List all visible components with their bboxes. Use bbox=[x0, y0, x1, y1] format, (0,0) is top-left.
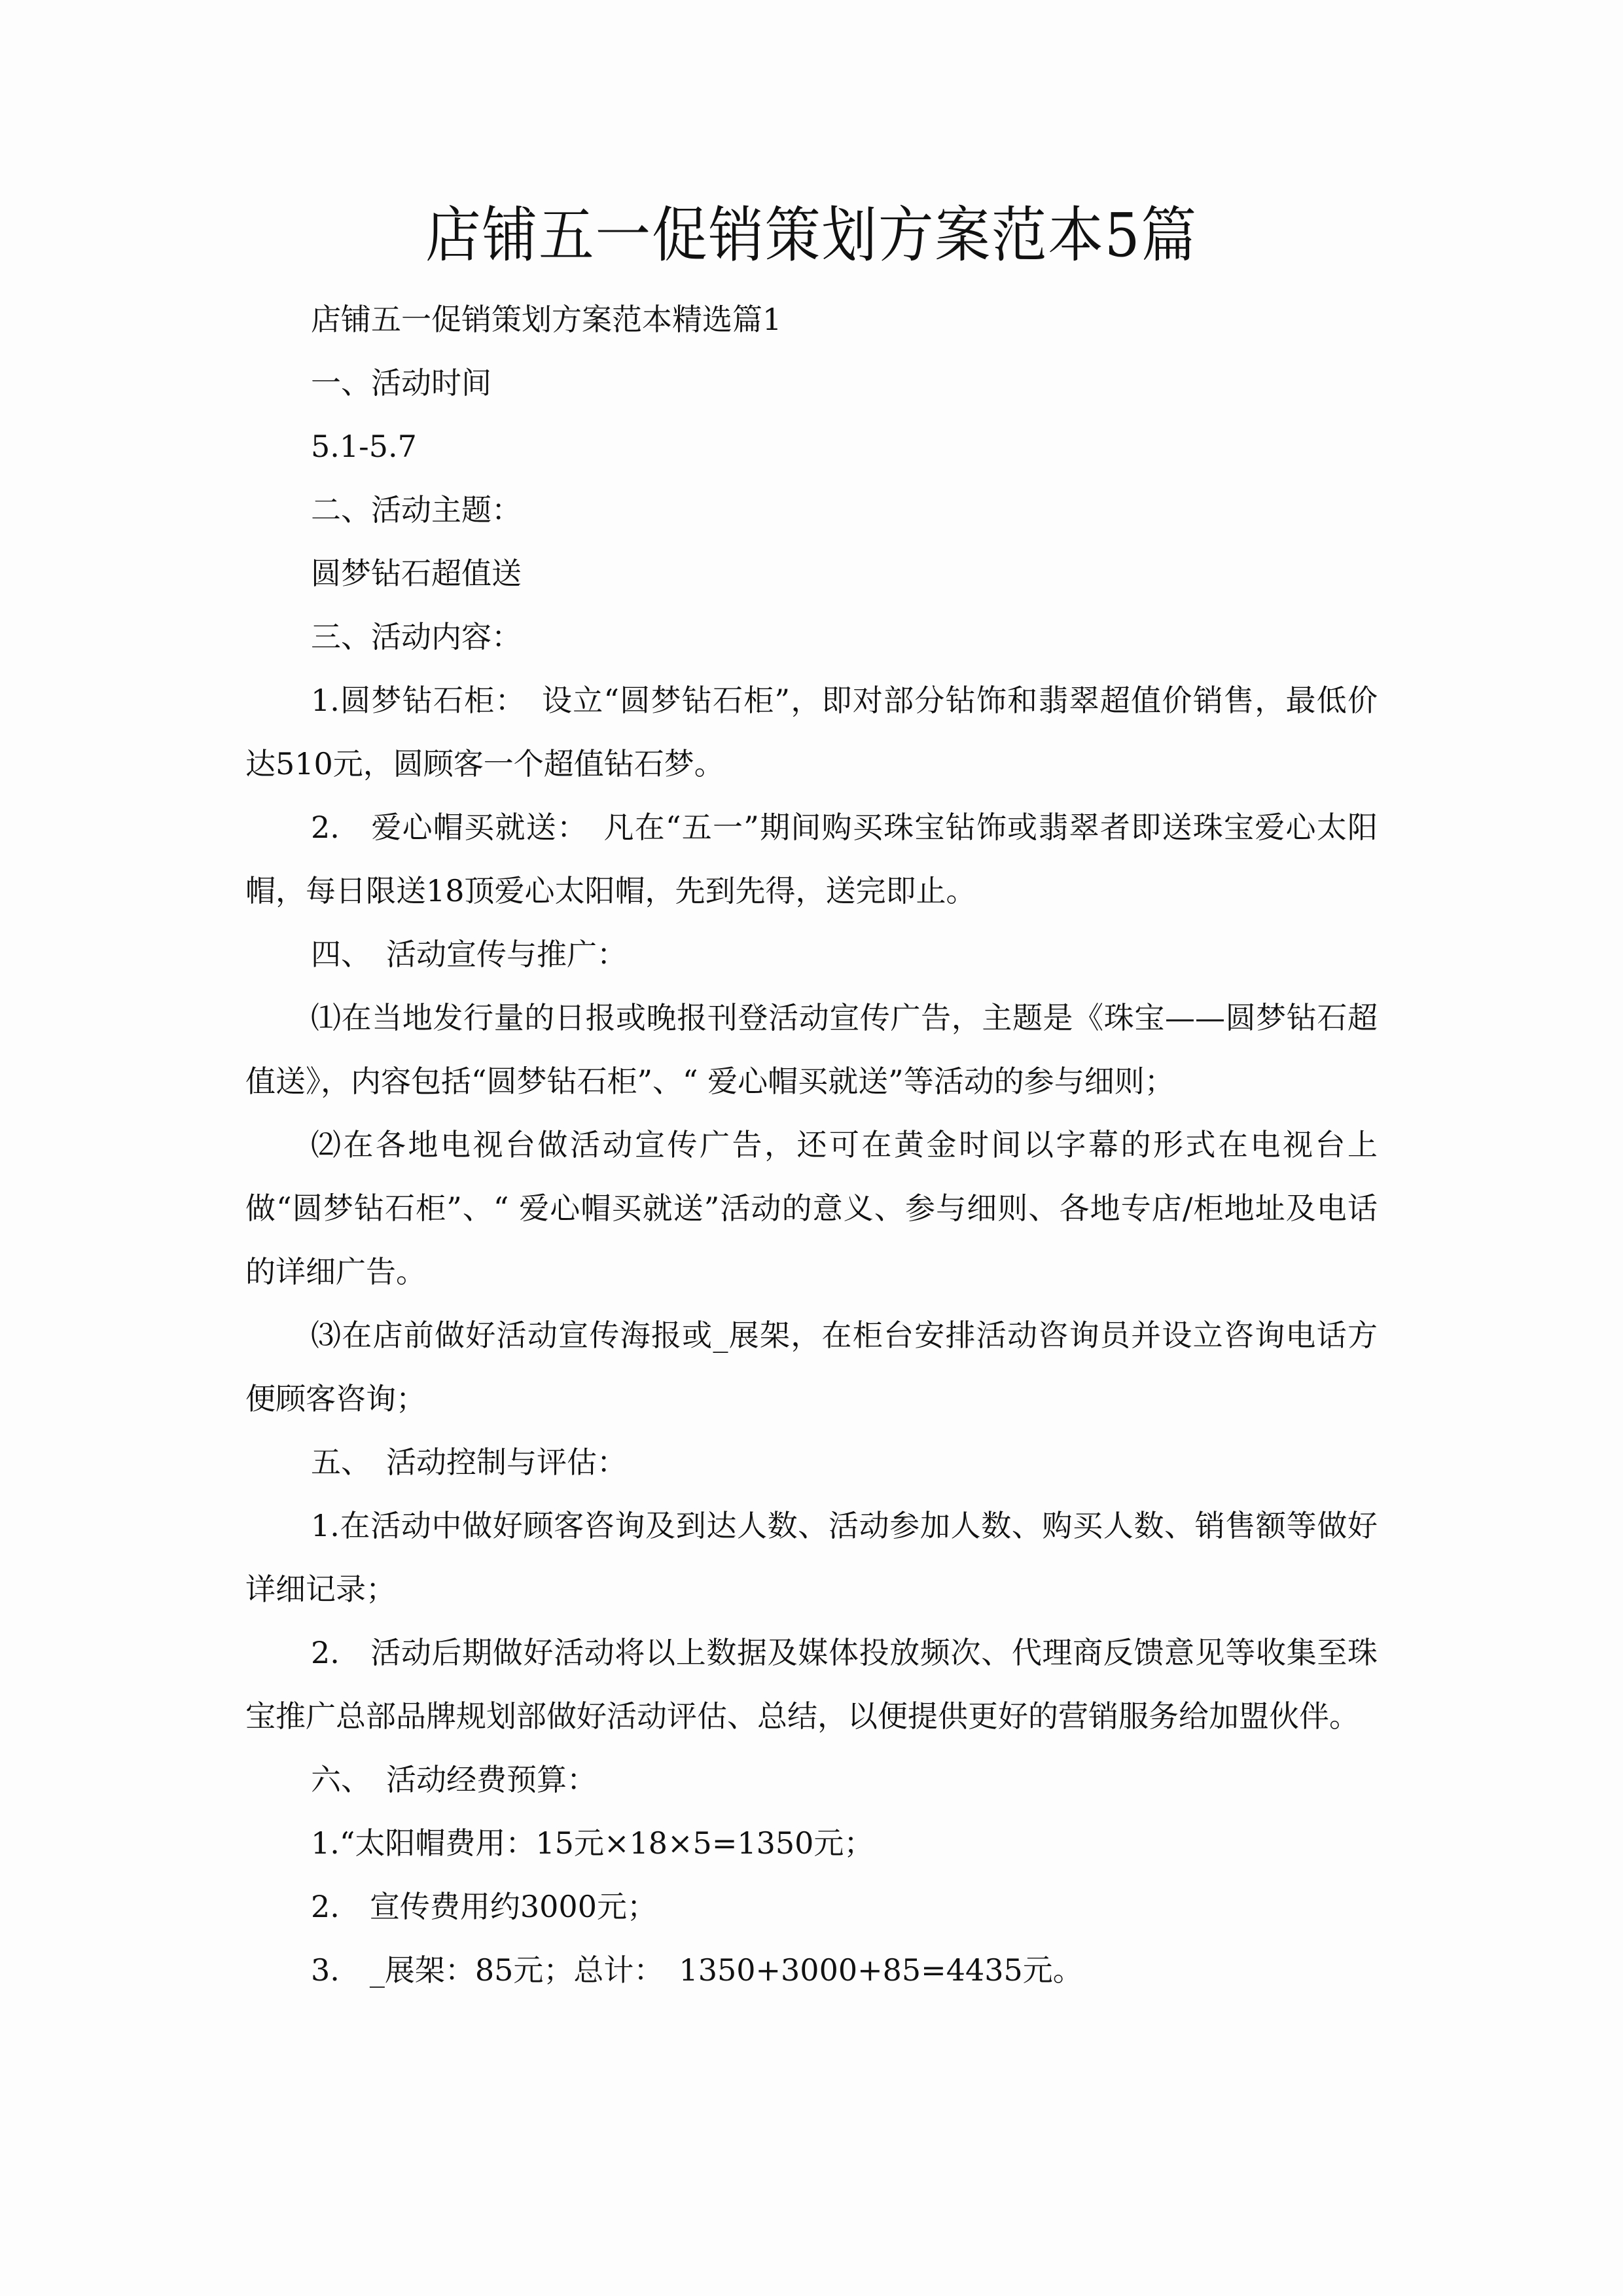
heading-activity-theme: 二、活动主题： bbox=[311, 492, 522, 528]
document-title: 店铺五一促销策划方案范本5篇 bbox=[425, 200, 1198, 270]
activity-date-range: 5.1-5.7 bbox=[311, 429, 417, 464]
budget-item-advertising: 2. 宣传费用约3000元； bbox=[311, 1889, 657, 1924]
control-item-records: 1.在活动中做好顾客咨询及到达人数、活动参加人数、购买人数、销售额等做好详细记录； bbox=[245, 1508, 1378, 1607]
document-body bbox=[245, 288, 1378, 2002]
promotion-item-store: ⑶在店前做好活动宣传海报或_展架，在柜台安排活动咨询员并设立咨询电话方便顾客咨询； bbox=[245, 1318, 1378, 1416]
heading-budget: 六、 活动经费预算： bbox=[311, 1762, 597, 1797]
content-item-sun-hat-gift: 2. 爱心帽买就送： 凡在“五一”期间购买珠宝钻饰或翡翠者即送珠宝爱心太阳帽，每日限送18顶爱心太阳帽，先到先得，送完即止。 bbox=[245, 810, 1378, 908]
budget-item-display-total: 3. _展架：85元；总计： 1350+3000+85=4435元。 bbox=[311, 1952, 1083, 1988]
heading-activity-time: 一、活动时间 bbox=[311, 365, 491, 401]
heading-activity-content: 三、活动内容： bbox=[311, 619, 522, 655]
section-subtitle: 店铺五一促销策划方案范本精选篇1 bbox=[311, 302, 782, 337]
heading-control-evaluation: 五、 活动控制与评估： bbox=[311, 1444, 627, 1480]
content-item-diamond-counter: 1.圆梦钻石柜： 设立“圆梦钻石柜”，即对部分钻饰和翡翠超值价销售，最低价达510元，圆顾客一个超值钻石梦。 bbox=[245, 683, 1378, 781]
budget-item-sun-hat: 1.“太阳帽费用：15元×18×5=1350元； bbox=[311, 1825, 874, 1861]
promotion-item-newspaper: ⑴在当地发行量的日报或晚报刊登活动宣传广告，主题是《珠宝——圆梦钻石超值送》，内容包括“圆梦钻石柜”、“ 爱心帽买就送”等活动的参与细则； bbox=[245, 1000, 1378, 1099]
activity-theme-text: 圆梦钻石超值送 bbox=[311, 556, 522, 591]
promotion-item-tv: ⑵在各地电视台做活动宣传广告，还可在黄金时间以字幕的形式在电视台上做“圆梦钻石柜”、“ 爱心帽买就送”活动的意义、参与细则、各地专店/柜地址及电话的详细广告。 bbox=[245, 1127, 1378, 1289]
heading-promotion: 四、 活动宣传与推广： bbox=[311, 937, 627, 972]
control-item-evaluation: 2. 活动后期做好活动将以上数据及媒体投放频次、代理商反馈意见等收集至珠宝推广总部品牌规划部做好活动评估、总结，以便提供更好的营销服务给加盟伙伴。 bbox=[245, 1635, 1378, 1734]
